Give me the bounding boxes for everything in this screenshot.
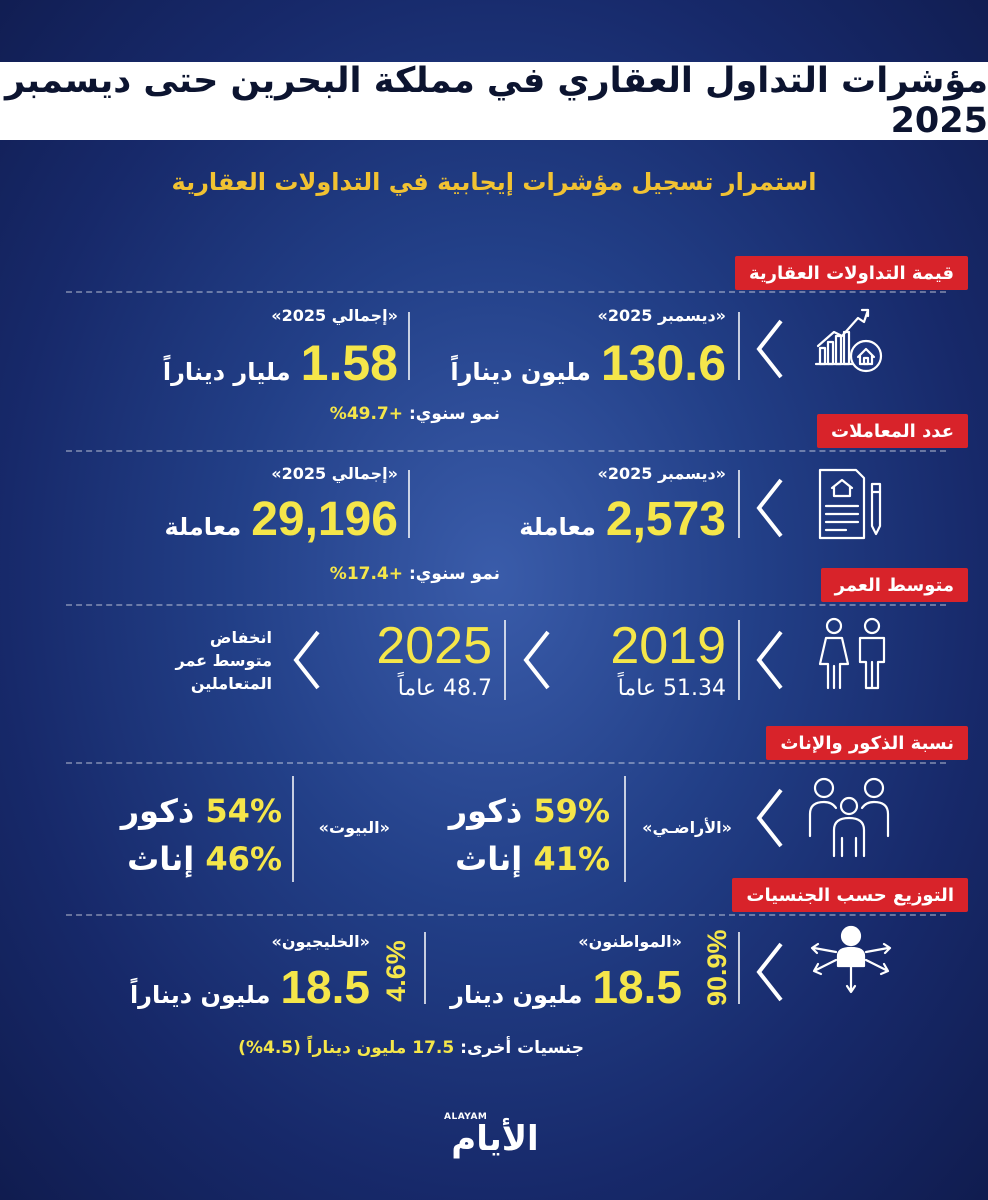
percent-value: 59% xyxy=(533,792,610,830)
growth-label: نمو سنوي: xyxy=(408,404,500,424)
houses-male-text xyxy=(121,792,282,830)
page-subtitle: استمرار تسجيل مؤشرات إيجابية في التداولات العقارية xyxy=(171,168,817,196)
family-icon xyxy=(804,776,894,858)
citizens-unit: مليون دينار xyxy=(450,981,583,1009)
others-value: 17.5 مليون ديناراً (4.5%) xyxy=(238,1038,455,1058)
chevron-icon xyxy=(753,476,787,540)
couple-icon xyxy=(814,616,894,692)
note-line: المتعاملين xyxy=(190,674,272,693)
december-value-group xyxy=(450,334,726,392)
total-value: 29,196 xyxy=(251,493,398,546)
divider xyxy=(66,450,946,452)
land-male-text xyxy=(449,792,610,830)
separator-line xyxy=(408,470,410,538)
separator-line xyxy=(738,620,740,700)
chevron-icon xyxy=(753,317,787,381)
chevron-icon xyxy=(753,940,787,1004)
divider xyxy=(66,762,946,764)
citizens-percent: 90.9% xyxy=(702,929,732,1006)
land-male xyxy=(449,792,610,830)
divider xyxy=(66,604,946,606)
document-pen-icon xyxy=(816,466,886,542)
total-value-group xyxy=(165,492,398,547)
section-label-value: قيمة التداولات العقارية xyxy=(735,256,968,290)
land-label: «الأراضـي» xyxy=(642,818,732,837)
separator-line xyxy=(624,776,626,882)
chevron-icon xyxy=(753,628,787,692)
year-2025: 2025 xyxy=(376,617,492,675)
land-female-text xyxy=(455,840,610,878)
land-female xyxy=(455,840,610,878)
percent-value: 41% xyxy=(533,840,610,878)
logo-latin: ALAYAM xyxy=(444,1112,488,1122)
distribution-icon xyxy=(806,922,896,998)
age-decline-note xyxy=(175,626,272,695)
citizens-label: «المواطنون» xyxy=(578,932,682,951)
note-line: متوسط عمر xyxy=(175,651,272,670)
divider xyxy=(66,291,946,293)
citizens-percent-wrap xyxy=(682,929,752,1006)
gender-word: ذكور xyxy=(448,792,534,830)
logo-text: الأيام xyxy=(451,1119,539,1159)
houses-female-text xyxy=(127,840,282,878)
others-label: جنسيات أخرى: xyxy=(460,1038,584,1058)
chevron-icon xyxy=(290,628,324,692)
gender-word: إناث xyxy=(455,840,534,878)
total-value: 1.58 xyxy=(300,335,398,391)
december-value-group xyxy=(519,492,726,547)
divider xyxy=(66,914,946,916)
gulf-percent: 4.6% xyxy=(381,940,411,1002)
december-value: 130.6 xyxy=(600,335,726,391)
section-label-age: متوسط العمر xyxy=(821,568,968,602)
houses-label: «البيوت» xyxy=(318,818,390,837)
growth-text xyxy=(330,404,500,424)
other-nationalities xyxy=(238,1038,584,1058)
houses-male xyxy=(121,792,282,830)
year-2019: 2019 xyxy=(610,617,726,675)
gulf-value: 18.5 xyxy=(280,961,370,1013)
section-label-transactions: عدد المعاملات xyxy=(817,414,968,448)
age-2025: 48.7 عاماً xyxy=(397,676,492,701)
gulf-label: «الخليجيون» xyxy=(271,932,370,951)
citizens-value-group xyxy=(450,960,682,1014)
separator-line xyxy=(738,312,740,380)
section-label-nationality: التوزيع حسب الجنسيات xyxy=(732,878,968,912)
total-label: «إجمالي 2025» xyxy=(271,464,398,483)
separator-line xyxy=(408,312,410,380)
december-label: «ديسمبر 2025» xyxy=(597,464,726,483)
separator-line xyxy=(738,470,740,538)
growth-value: +17.4% xyxy=(329,564,404,584)
alayam-logo xyxy=(440,1112,550,1160)
gender-word: إناث xyxy=(127,840,206,878)
houses-female xyxy=(127,840,282,878)
citizens-value: 18.5 xyxy=(592,961,682,1013)
december-unit: مليون ديناراً xyxy=(450,358,591,386)
gender-word: ذكور xyxy=(120,792,206,830)
growth-value: +49.7% xyxy=(329,404,404,424)
gulf-percent-wrap xyxy=(364,940,428,1002)
percent-value: 46% xyxy=(205,840,282,878)
december-label: «ديسمبر 2025» xyxy=(597,306,726,325)
percent-value: 54% xyxy=(205,792,282,830)
chart-house-icon xyxy=(812,306,890,378)
total-unit: مليار ديناراً xyxy=(162,358,291,386)
gulf-unit: مليون ديناراً xyxy=(129,981,271,1009)
chevron-icon xyxy=(753,786,787,850)
chevron-icon xyxy=(520,628,554,692)
gulf-value-group xyxy=(130,960,370,1014)
page-title: مؤشرات التداول العقاري في مملكة البحرين حتى ديسمبر 2025 xyxy=(4,61,988,141)
growth-text xyxy=(330,564,500,584)
total-label: «إجمالي 2025» xyxy=(271,306,398,325)
growth-label: نمو سنوي: xyxy=(408,564,500,584)
december-value: 2,573 xyxy=(605,493,726,546)
separator-line xyxy=(504,620,506,700)
total-unit: معاملة xyxy=(164,513,242,541)
separator-line xyxy=(292,776,294,882)
total-value-group xyxy=(163,334,398,392)
title-banner xyxy=(0,62,988,140)
section-label-gender: نسبة الذكور والإناث xyxy=(766,726,968,760)
december-unit: معاملة xyxy=(519,513,596,541)
note-line: انخفاض xyxy=(209,628,272,647)
age-2019: 51.34 عاماً xyxy=(617,676,726,701)
